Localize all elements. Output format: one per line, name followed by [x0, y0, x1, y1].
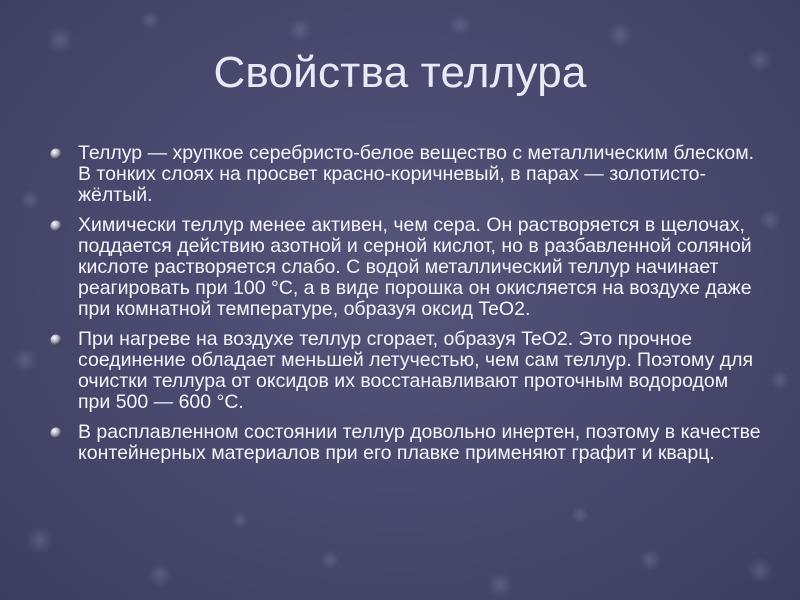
sphere-bullet-icon [50, 148, 62, 160]
bullet-text: В расплавленном состоянии теллур довольно инертен, поэтому в качестве контейнерных материалов при его плавке применяют графит и кварц. [78, 421, 761, 464]
sphere-bullet-icon [50, 334, 62, 346]
sphere-bullet-icon [50, 220, 62, 232]
bullet-list [50, 143, 762, 473]
bullet-text: При нагреве на воздухе теллур сгорает, образуя TeO2. Это прочное соединение обладает меньшей летучестью, чем сам теллур. Поэтому для очистки теллура от оксидов их восстанавливают проточным водородом при 500 — 600 °C. [78, 328, 754, 413]
bullet-item [50, 422, 762, 464]
bullet-text: Теллур — хрупкое серебристо-белое вещество с металлическим блеском. В тонких слоях на просвет красно-коричневый, в парах — золотисто-жёлтый. [78, 142, 755, 206]
slide-title: Свойства теллура [213, 48, 587, 97]
bullet-item [50, 329, 762, 413]
sphere-bullet-icon [50, 427, 62, 439]
bullet-item [50, 215, 762, 320]
bullet-item [50, 143, 762, 206]
bullet-text: Химически теллур менее активен, чем сера. Он растворяется в щелочах, поддается действию азотной и серной кислот, но в разбавленной соляной кислоте растворяется слабо. С водой металлический теллур начинает реагировать при 100 °C, а в виде порошка он окисляется на воздухе даже при комнатной температуре, образуя оксид TeO2. [78, 214, 752, 320]
